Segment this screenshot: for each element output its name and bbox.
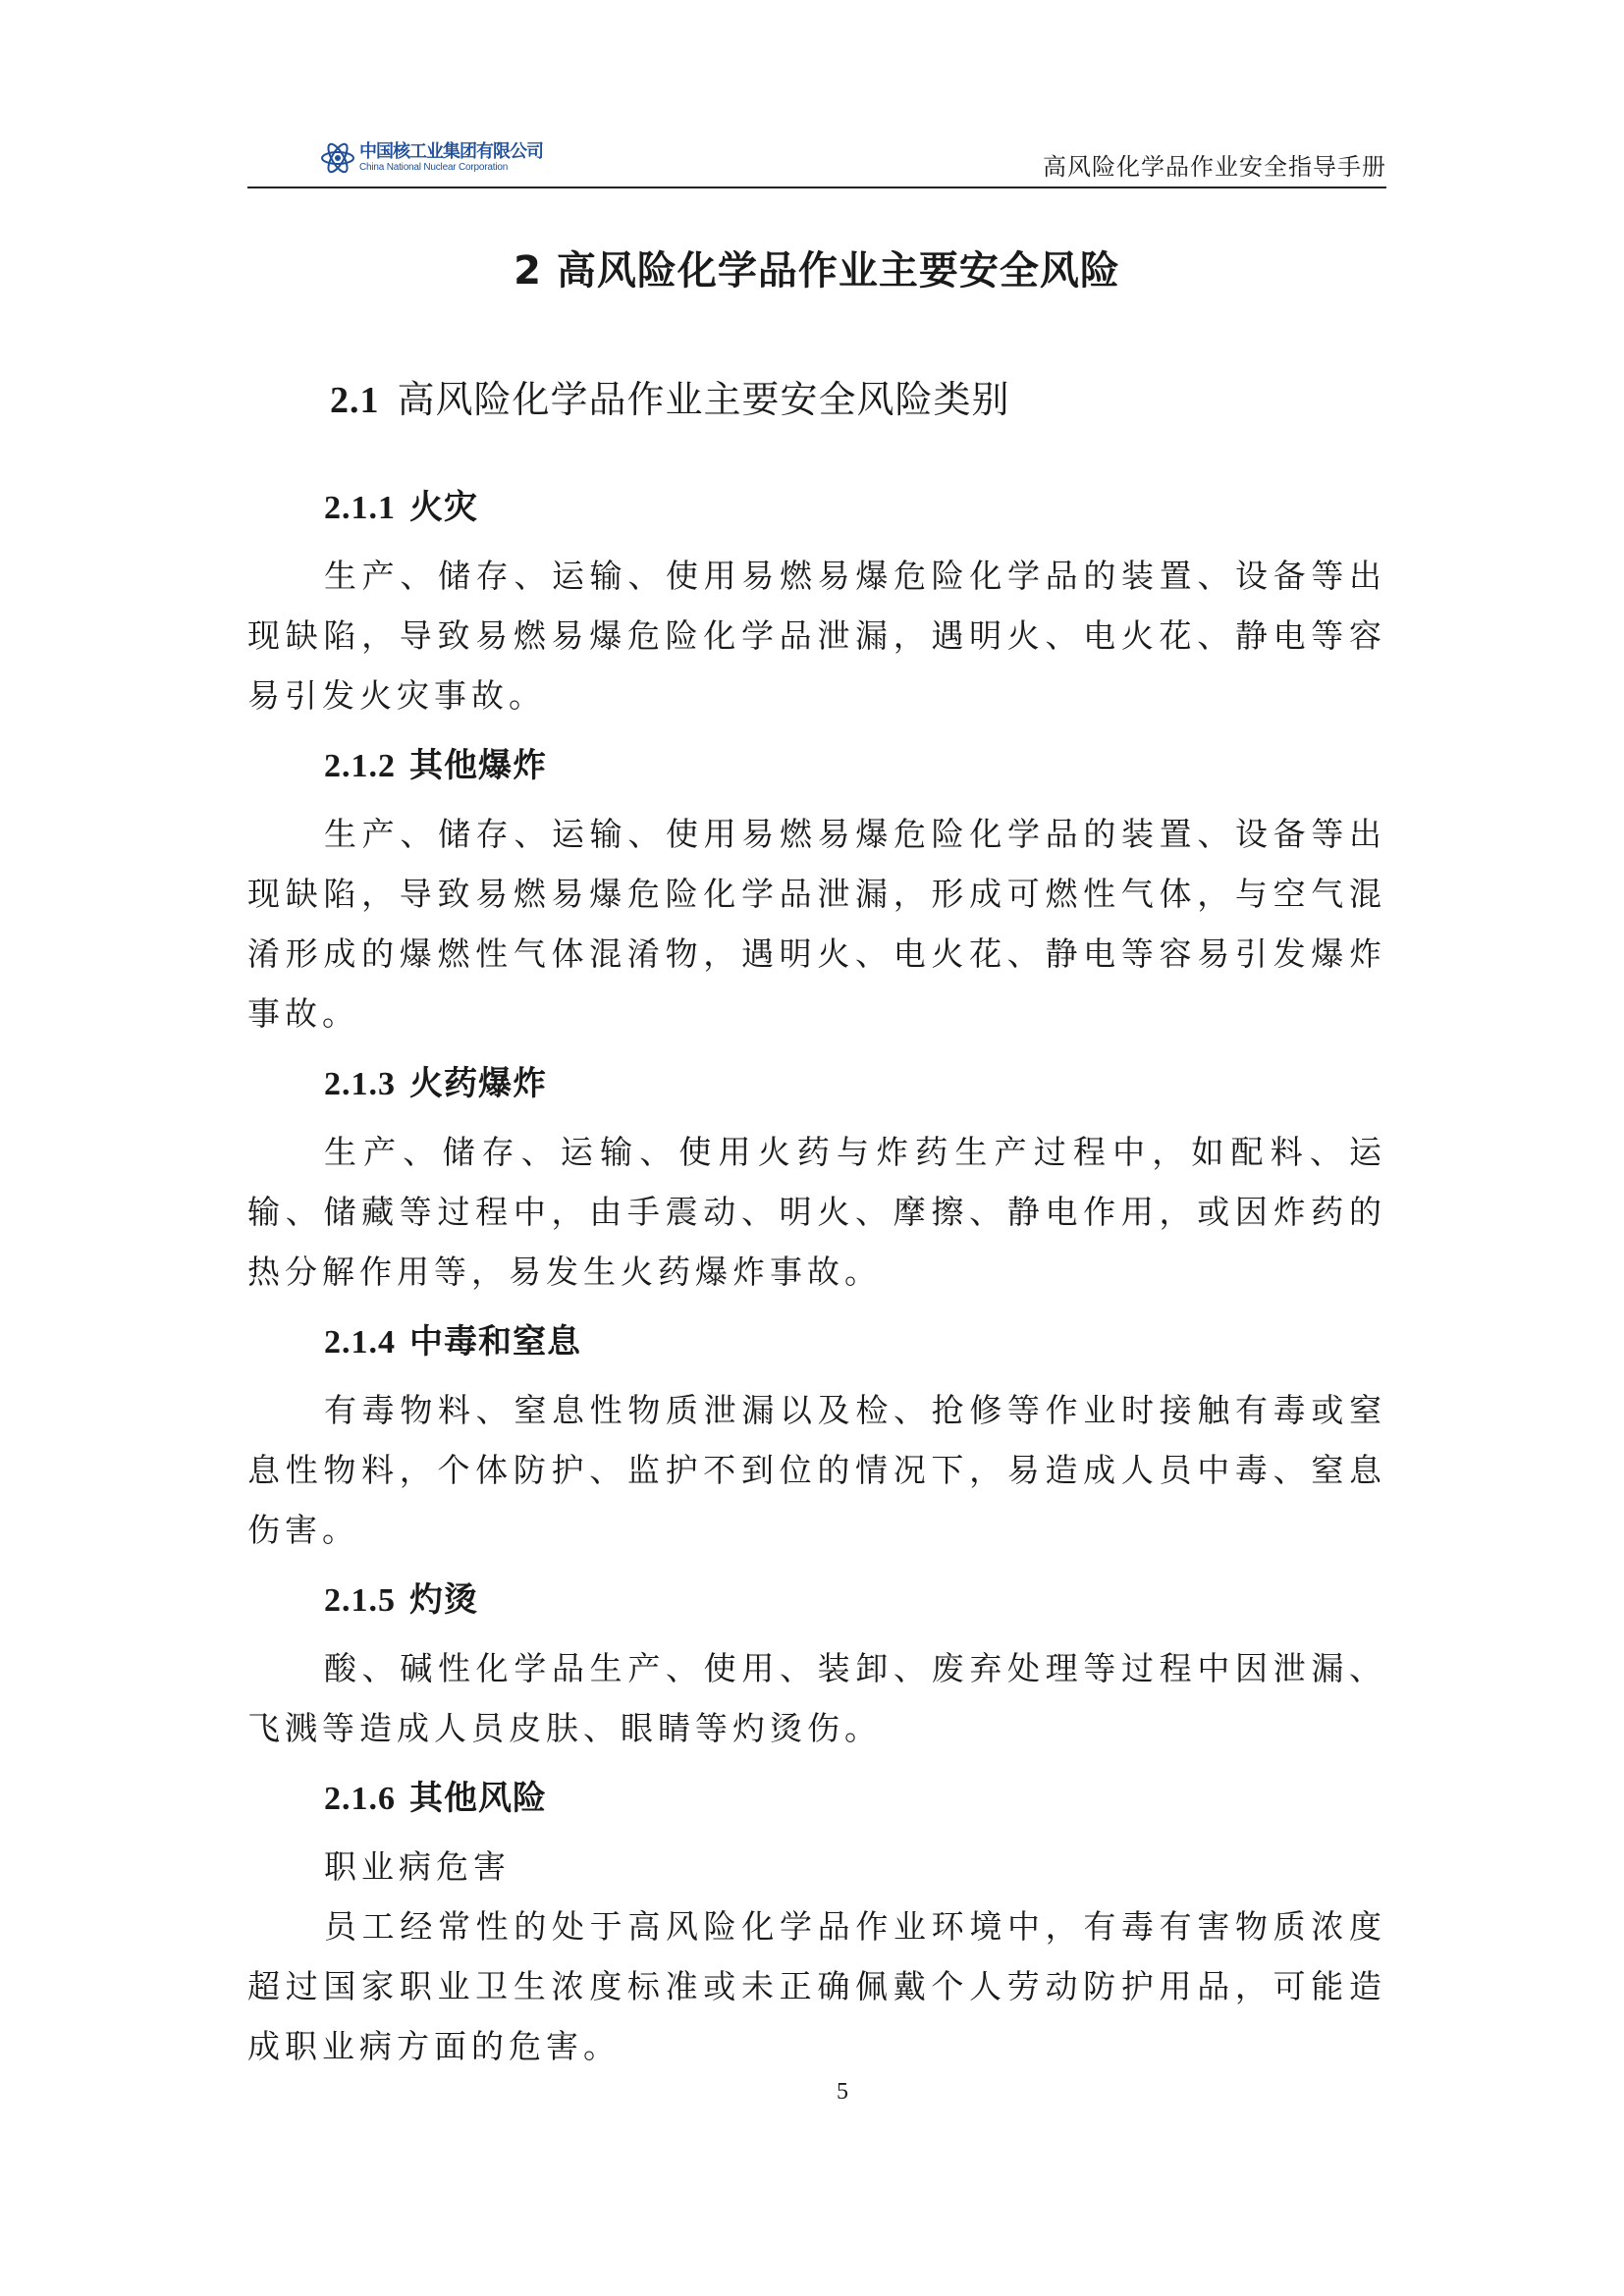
subsection-heading-other-risks	[324, 1779, 547, 1818]
paragraph-burns: 酸、碱性化学品生产、使用、装卸、废弃处理等过程中因泄漏、飞溅等造成人员皮肤、眼睛等灼烫伤。	[247, 1649, 1386, 1747]
atom-logo-icon	[320, 141, 355, 175]
subsection-number: 2.1.4	[324, 1324, 396, 1361]
subsection-heading-other-explosion	[324, 746, 547, 785]
paragraph-occupational-hazard-label: 职业病危害	[324, 1847, 511, 1886]
subsection-number: 2.1.1	[324, 490, 396, 526]
logo-chinese-name: 中国核工业集团有限公司	[359, 141, 543, 162]
paragraph-other-explosion: 生产、储存、运输、使用易燃易爆危险化学品的装置、设备等出现缺陷，导致易燃易爆危险化学品泄漏，形成可燃性气体，与空气混淆形成的爆燃性气体混淆物，遇明火、电火花、静电等容易引发爆炸事故。	[247, 815, 1386, 1033]
subsection-title: 灼烫	[409, 1580, 478, 1620]
section-heading	[330, 369, 1010, 423]
subsection-heading-fire	[324, 488, 478, 527]
paragraph-occupational-hazard: 员工经常性的处于高风险化学品作业环境中，有毒有害物质浓度超过国家职业卫生浓度标准或未正确佩戴个人劳动防护用品，可能造成职业病方面的危害。	[247, 1907, 1386, 2065]
subsection-number: 2.1.5	[324, 1582, 396, 1619]
subsection-number: 2.1.3	[324, 1066, 396, 1102]
subsection-number: 2.1.2	[324, 748, 396, 784]
subsection-title: 其他风险	[409, 1779, 547, 1818]
chapter-title: 2 高风险化学品作业主要安全风险	[514, 248, 1120, 294]
section-title: 高风险化学品作业主要安全风险类别	[397, 378, 1010, 421]
paragraph-fire: 生产、储存、运输、使用易燃易爆危险化学品的装置、设备等出现缺陷，导致易燃易爆危险化学品泄漏，遇明火、电火花、静电等容易引发火灾事故。	[247, 557, 1386, 715]
paragraph-gunpowder-explosion: 生产、储存、运输、使用火药与炸药生产过程中，如配料、运输、储藏等过程中，由手震动、明火、摩擦、静电作用，或因炸药的热分解作用等，易发生火药爆炸事故。	[247, 1133, 1386, 1291]
logo-english-name: China National Nuclear Corporation	[359, 162, 509, 173]
page-number: 5	[837, 2079, 848, 2105]
document-title: 高风险化学品作业安全指导手册	[1043, 153, 1386, 181]
subsection-heading-poisoning	[324, 1322, 581, 1362]
paragraph-poisoning: 有毒物料、窒息性物质泄漏以及检、抢修等作业时接触有毒或窒息性物料，个体防护、监护不到位的情况下，易造成人员中毒、窒息伤害。	[247, 1391, 1386, 1549]
header-divider	[247, 187, 1386, 188]
subsection-heading-gunpowder-explosion	[324, 1064, 547, 1103]
subsection-title: 火药爆炸	[409, 1064, 547, 1103]
section-number: 2.1	[330, 380, 380, 421]
page-header	[247, 133, 1386, 188]
subsection-heading-burns	[324, 1580, 478, 1620]
subsection-title: 中毒和窒息	[409, 1322, 581, 1362]
cnnc-logo	[320, 141, 543, 175]
subsection-title: 其他爆炸	[409, 746, 547, 785]
subsection-number: 2.1.6	[324, 1781, 396, 1817]
subsection-title: 火灾	[409, 488, 478, 527]
